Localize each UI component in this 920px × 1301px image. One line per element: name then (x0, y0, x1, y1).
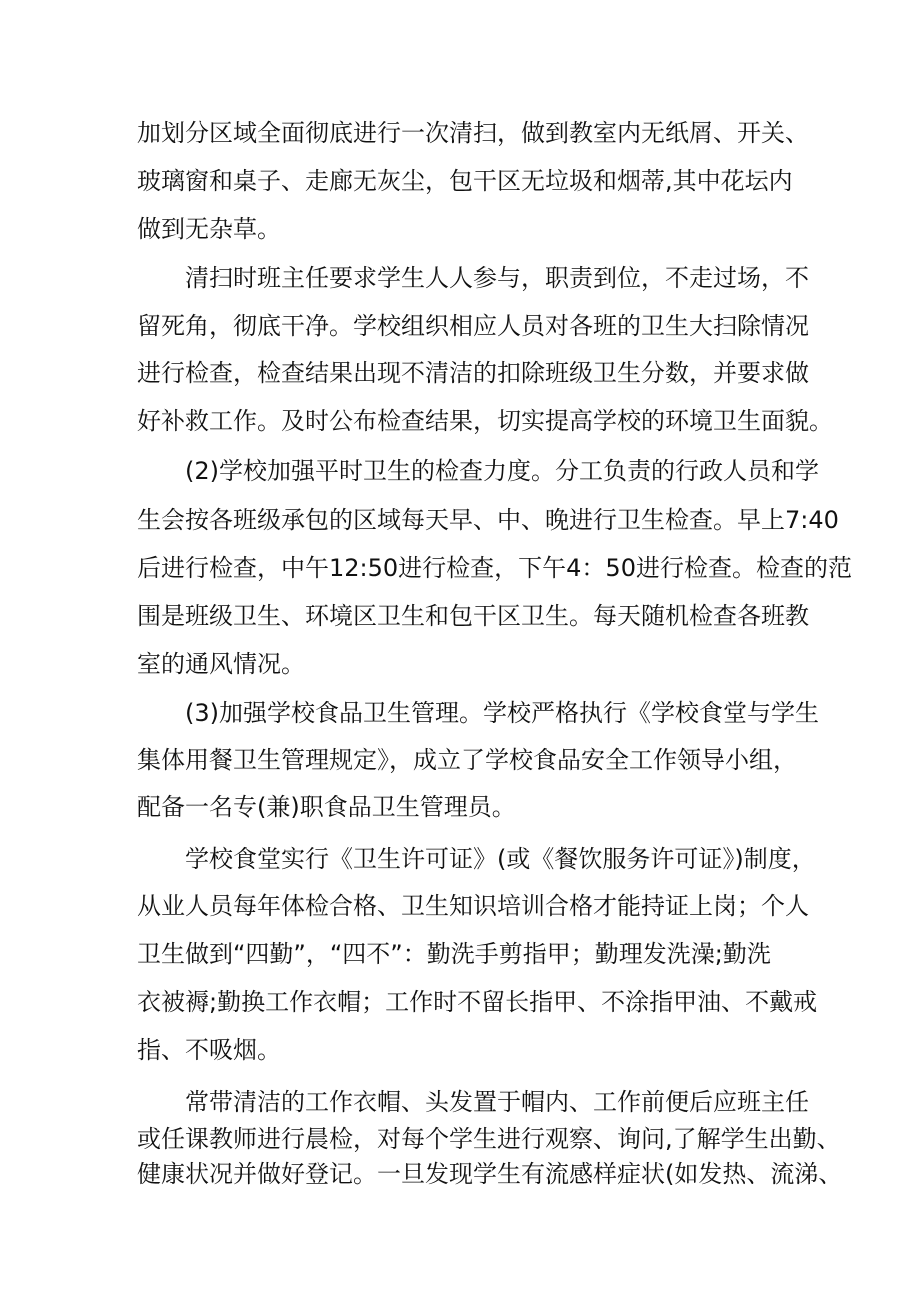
text-line: 加划分区域全面彻底进行一次清扫，做到教室内无纸屑、开关、 (137, 119, 809, 147)
text-line: 卫生做到“四勤”，“四不”：勤洗手剪指甲；勤理发洗澡;勤洗 (137, 940, 771, 968)
text-line: 从业人员每年体检合格、卫生知识培训合格才能持证上岗；个人 (137, 892, 809, 920)
paragraph-first-line: 学校食堂实行《卫生许可证》(或《餐饮服务许可证》)制度， (185, 845, 816, 873)
text-line: 好补救工作。及时公布检查结果，切实提高学校的环境卫生面貌。 (137, 407, 833, 435)
text-line: 围是班级卫生、环境区卫生和包干区卫生。每天随机检查各班教 (137, 602, 809, 630)
text-line: 健康状况并做好登记。一旦发现学生有流感样症状(如发热、流涕、 (137, 1160, 843, 1188)
text-line: 后进行检查，中午12:50进行检查，下午4：50进行检查。检查的范 (137, 554, 852, 582)
text-line: 生会按各班级承包的区域每天早、中、晚进行卫生检查。早上7:40 (137, 506, 839, 534)
text-line: 集体用餐卫生管理规定》，成立了学校食品安全工作领导小组， (137, 746, 797, 774)
paragraph-first-line: (3)加强学校食品卫生管理。学校严格执行《学校食堂与学生 (185, 699, 819, 727)
paragraph-first-line: 清扫时班主任要求学生人人参与，职责到位，不走过场，不 (185, 264, 809, 292)
text-line: 衣被褥;勤换工作衣帽；工作时不留长指甲、不涂指甲油、不戴戒 (137, 988, 818, 1016)
text-line: 留死角，彻底干净。学校组织相应人员对各班的卫生大扫除情况 (137, 312, 809, 340)
paragraph-first-line: (2)学校加强平时卫生的检查力度。分工负责的行政人员和学 (185, 457, 819, 485)
text-line: 进行检查，检查结果出现不清洁的扣除班级卫生分数，并要求做 (137, 359, 809, 387)
text-line: 或任课教师进行晨检，对每个学生进行观察、询问,了解学生出勤、 (137, 1125, 841, 1153)
text-line: 做到无杂草。 (137, 215, 281, 243)
text-line: 玻璃窗和桌子、走廊无灰尘，包干区无垃圾和烟蒂,其中花坛内 (137, 167, 793, 195)
text-line: 室的通风情况。 (137, 650, 305, 678)
text-line: 配备一名专(兼)职食品卫生管理员。 (137, 793, 516, 821)
paragraph-first-line: 常带清洁的工作衣帽、头发置于帽内、工作前便后应班主任 (185, 1088, 809, 1116)
text-line: 指、不吸烟。 (137, 1036, 281, 1064)
